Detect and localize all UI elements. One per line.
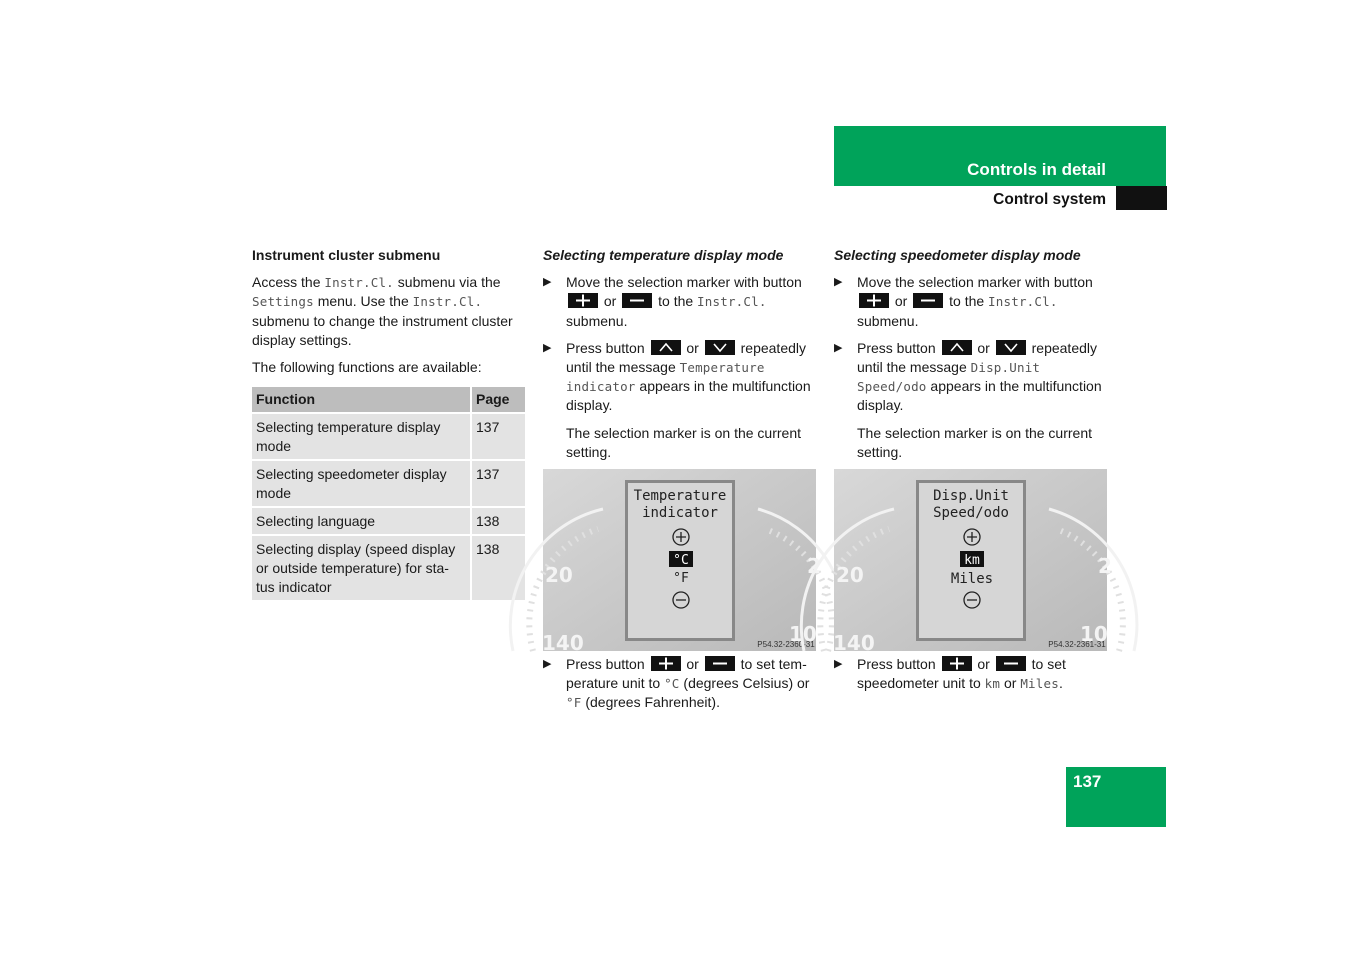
table-cell-page: 138 [471,507,525,535]
section-title: Controls in detail [967,160,1106,179]
minus-button-icon [705,656,735,671]
other-option: °F [673,571,689,586]
text: Move the selection marker with button [566,274,802,291]
text: Access the [252,274,325,291]
step-item [543,273,819,331]
gauge-label: 20 [545,563,573,587]
column-header-page: Page [471,387,525,413]
table-row [252,460,525,507]
text: appears in the multifunction display. [857,378,1102,414]
code-text: Miles [1020,676,1059,692]
code-text: Instr.Cl. [324,275,394,291]
minus-button-icon [622,293,652,308]
other-option: Miles [950,571,994,587]
table-cell-function: Selecting speedometer display mode [252,460,471,507]
text: submenu. [566,312,628,329]
step-item [834,273,1110,331]
display-line-2: Speed/odo [933,505,1009,521]
plus-button-icon [568,293,598,308]
code-text: °C [664,676,680,692]
right-after-figure [834,655,1110,701]
gauge-label: 140 [833,631,875,655]
middle-heading: Selecting temperature display mode [543,247,784,263]
header-marker [1116,186,1167,210]
right-column [834,246,1110,470]
figure-reference: P54.32-2360-31 [757,640,815,649]
table-row [252,413,525,460]
functions-table [252,387,525,600]
table-cell-function: Selecting temperature display mode [252,413,471,460]
column-header-function: Function [252,387,471,413]
text: repeatedly until the message [566,339,807,376]
text: submenu via the [393,274,501,291]
arrow-icon: ▶ [543,276,552,289]
page-number: 137 [1073,772,1102,791]
text: repeatedly until the message [857,339,1098,376]
note-text: The selection marker is on the current setting. [566,424,801,460]
selected-option: km [964,553,980,568]
text: or [891,293,912,310]
text: Press button [566,656,649,672]
code-text: Instr.Cl. [697,294,767,310]
arrow-icon: ▶ [834,658,843,670]
table-cell-page: 137 [471,413,525,460]
down-button-icon [705,340,735,355]
text: or [973,656,994,672]
text: to the [654,293,698,310]
table-header-row [252,387,525,413]
temperature-display-figure [542,469,821,655]
instrument-cluster-illustration [542,469,821,655]
intro-paragraph [252,273,528,350]
left-column [252,246,528,600]
text: to set speedometer unit to [857,656,1066,692]
table-cell-function: Selecting language [252,507,471,535]
plus-button-icon [859,293,889,308]
arrow-icon: ▶ [834,276,843,289]
text: submenu to change the instrument cluster display settings. [252,312,513,348]
text: . [1058,675,1063,692]
gauge-label: 10 [789,622,817,646]
arrow-icon: ▶ [834,341,843,354]
table-cell-function: Selecting display (speed display or outside temperature) for sta-tus indicator [252,535,471,600]
code-text: km [984,676,1001,692]
step-item [834,339,1110,416]
section-subtitle: Control system [993,191,1106,208]
gauge-label: 140 [542,631,584,655]
code-text: Disp.Unit Speed/odo [857,360,1041,395]
up-button-icon [942,340,972,355]
text: Press button [857,339,940,356]
instrument-cluster-illustration [833,469,1112,655]
gauge-label: 10 [1080,622,1108,646]
text: menu. Use the [313,293,413,310]
table-cell-page: 137 [471,460,525,507]
up-button-icon [651,340,681,355]
text: to set tem-perature unit to [566,656,807,692]
step-item [543,655,819,713]
left-heading: Instrument cluster submenu [252,247,441,263]
plus-button-icon [942,656,972,671]
text: Move the selection marker with button [857,274,1093,291]
text: Press button [566,339,649,356]
code-text: °F [566,695,582,711]
text: submenu. [857,312,919,329]
code-text: Temperature indicator [566,360,765,395]
minus-button-icon [913,293,943,308]
down-button-icon [996,340,1026,355]
code-text: Instr.Cl. [412,294,483,310]
gauge-label: 20 [836,563,864,587]
table-row [252,507,525,535]
table-row [252,535,525,600]
selected-option: °C [673,553,689,568]
step-item [834,655,1110,693]
text: (degrees Celsius) or [679,675,810,692]
display-line-2: indicator [642,505,718,521]
step-item [543,339,819,416]
right-heading: Selecting speedometer display mode [834,247,1081,263]
plus-button-icon [651,656,681,671]
middle-column [543,246,819,470]
code-text: Instr.Cl. [988,294,1058,310]
arrow-icon: ▶ [543,658,552,670]
speedometer-display-figure [833,469,1112,655]
text: appears in the multifunction display. [566,378,811,414]
text: or [682,656,703,672]
text: or [973,339,994,356]
text: or [1000,675,1021,692]
text: or [682,339,703,356]
code-text: Settings [252,294,314,310]
display-line-1: Temperature [633,488,727,504]
display-line-1: Disp.Unit [933,488,1009,504]
table-cell-page: 138 [471,535,525,600]
figure-reference: P54.32-2361-31 [1048,640,1106,649]
text: or [600,293,621,310]
gauge-label: 2 [807,554,821,578]
arrow-icon: ▶ [543,341,552,354]
text: (degrees Fahrenheit). [581,694,720,711]
text: to the [945,293,989,310]
middle-after-figure [543,655,819,721]
text: Press button [857,656,940,672]
note-text: The selection marker is on the current setting. [857,424,1092,460]
minus-button-icon [996,656,1026,671]
functions-intro: The following functions are available: [252,359,482,376]
gauge-label: 2 [1098,554,1112,578]
